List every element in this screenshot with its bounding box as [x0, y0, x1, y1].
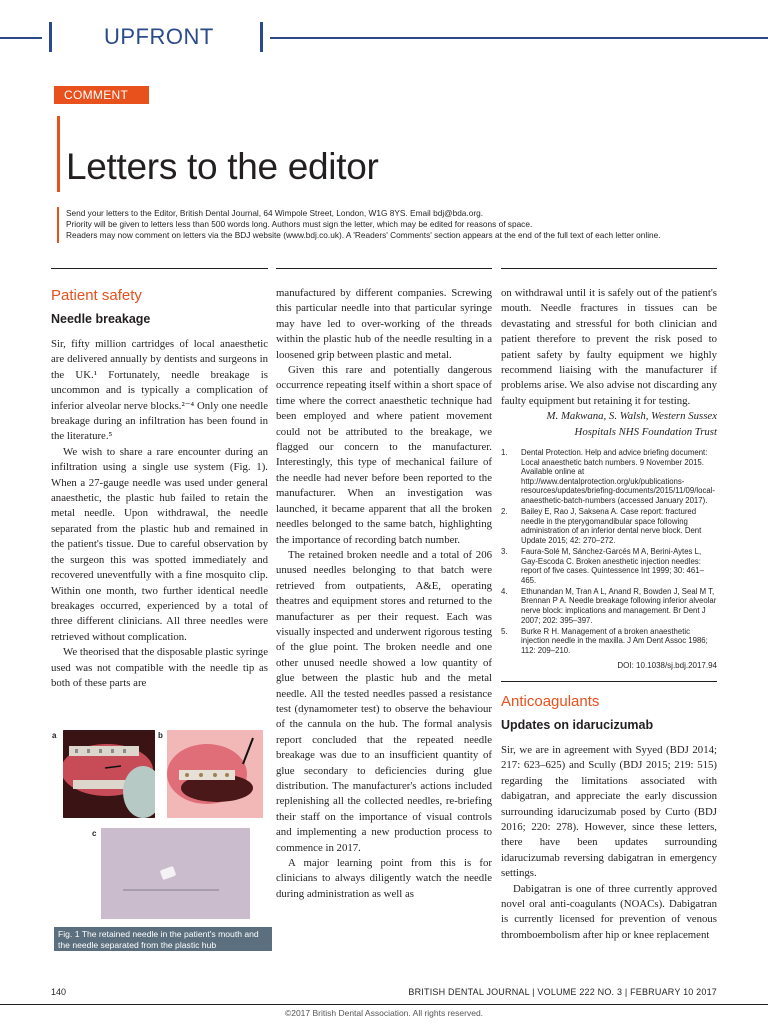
paragraph: A major learning point from this is for clinicians to always diligently watch the needle during administration as well as	[276, 857, 492, 900]
intro-accent-bar	[57, 207, 59, 243]
figure-label-c: c	[92, 829, 97, 838]
reference-item: 5. Burke R H. Management of a broken anaesthetic injection needle in the maxilla. J Am Dent Assoc 1986; 112: 209–210.	[501, 626, 708, 655]
page-title: Letters to the editor	[66, 146, 379, 187]
signature-line: Hospitals NHS Foundation Trust	[574, 425, 717, 438]
header-rule-right	[270, 37, 768, 39]
reference-list	[501, 448, 717, 655]
reference-item: 2. Bailey E, Rao J, Saksena A. Case report: fractured needle in the pterygomandibular space following administration of an inferior dental nerve block. Dent Update 2015; 42: 270–272.	[501, 507, 702, 545]
section-title: UPFRONT	[104, 24, 214, 49]
paragraph: We theorised that the disposable plastic syringe used was not compatible with the needle tip as both of these parts are	[51, 646, 268, 689]
paragraph: The retained broken needle and a total of 206 unused needles belonging to that batch were retrieved from outpatients, A&E, operating theatres and equipment stores and returned to the manufacturer as per their request. Each was visually inspected and underwent rigorous testing of the glue point. The broken needle and one other unused needle showed a low quantity of glue between the plastic hub and the metal needle. All the tested needles passed a resistance test (dynamometer test) to observe the behaviour of the cannula on the hub. The formal analysis report concluded that the repeated needle breakage was due to an insufficient quantity of glue secondary to deficiencies during glue distribution. The manufacturer's actions included replenishing all the collected needles, re-briefing their staff on the importance of visual controls and implementing a new production process to commence in 2017.	[276, 548, 492, 854]
intro-line: Priority will be given to letters less than 500 words long. Authors must sign the letter, which may be edited for reasons of space.	[66, 219, 533, 229]
header-rule-left	[0, 37, 42, 39]
copyright: ©2017 British Dental Association. All rights reserved.	[284, 1008, 484, 1018]
intro-text	[66, 208, 706, 241]
paragraph: Given this rare and potentially dangerous occurrence repeating itself within a short space of time where the correct anaesthetic technique had been employed and where patient movement could not be attributed to the breakage, we flagged our concern to the manufacturer. Interestingly, this type of mechanical failure of the needle had never before been reported to the manufacturer. When an investigation was launched, it became apparent that all the broken needles belonged to the same batch, highlighting the importance of recording batch number.	[276, 364, 492, 546]
letter-heading: Updates on idarucizumab	[501, 717, 654, 732]
reference-item: 1. Dental Protection. Help and advice briefing document: Local anaesthetic batch numbers. 9 November 2015. Available online at http://www.dentalprotection.org/uk/publications-resources/updates/briefing-documents/2015/11/09/local-anaesthetic-batch-numbers (accessed January 2017).	[501, 448, 716, 506]
column-2	[276, 286, 492, 902]
figure-photo-a	[63, 730, 155, 818]
column-rule-1	[51, 268, 268, 269]
figure-caption: Fig. 1 The retained needle in the patient's mouth and the needle separated from the plastic hub	[54, 927, 272, 951]
figure-label-a: a	[52, 731, 57, 740]
section-heading: Patient safety	[51, 287, 142, 304]
title-accent-bar	[57, 116, 60, 192]
paragraph: Dabigatran is one of three currently approved novel oral anti-coagulants (NOACs). Dabigatran is currently licensed for prevention of venous thromboembolism after hip or knee replacement	[501, 882, 717, 941]
section-heading: Anticoagulants	[501, 692, 600, 710]
intro-line: Readers may now comment on letters via the BDJ website (www.bdj.co.uk). A 'Readers' Comments' section appears at the end of the full text of each letter online.	[66, 230, 661, 240]
figure-photo-c	[101, 828, 250, 919]
paragraph: We wish to share a rare encounter during an infiltration using a single use system (Fig. 1). When a 27-gauge needle was used under general anaesthetic, the plastic hub failed to retain the metal needle. Upon withdrawal, the needle separated from the plastic hub and remained in the patient's tissue. Due to careful observation by the surgeon this was spotted immediately and recovered uneventfully with a fine mosquito clip. Within one month, two further identical needle breakages occurred, experienced by a total of three different clinicians. All three needles were retrieved without complication.	[51, 445, 268, 643]
journal-info: BRITISH DENTAL JOURNAL | VOLUME 222 NO. 3 | FEBRUARY 10 2017	[408, 987, 717, 997]
intro-line: Send your letters to the Editor, British Dental Journal, 64 Wimpole Street, London, W1G 8YS. Email bdj@bda.org.	[66, 208, 484, 218]
section-rule	[501, 681, 717, 682]
column-1	[51, 286, 268, 691]
reference-item: 3. Faura-Solé M, Sánchez-Garcés M A, Berini-Aytes L, Gay-Escoda C. Broken anesthetic injection needles: report of five cases. Quintessence Int 1999; 30: 461–465.	[501, 547, 704, 585]
header-bar-left	[49, 22, 52, 52]
signature-line: M. Makwana, S. Walsh, Western Sussex	[546, 410, 717, 423]
figure-label-b: b	[158, 731, 163, 740]
paragraph: Sir, we are in agreement with Syyed (BDJ 2014; 217: 623–625) and Scully (BDJ 2015; 219: 515) regarding the limitations associated with dabigatran, and appreciate the early discussion surrounding idarucizumab posed by Curto (BDJ 2016; 220: 278). However, since these letters, there have been updates surrounding idarucizumab reversing dabigatran in emergency settings.	[501, 743, 717, 880]
header-bar-right	[260, 22, 263, 52]
mouth-photo-a	[63, 730, 155, 818]
mouth-photo-b	[167, 730, 263, 818]
needle-photo-c	[101, 828, 250, 919]
paragraph: manufactured by different companies. Screwing this particular needle into that particular syringe may have led to over-working of the threads within the plastic hub of the needle resulting in a loosened grip between plastic and metal.	[276, 287, 492, 361]
figure-photo-b	[167, 730, 263, 818]
column-rule-2	[276, 268, 492, 269]
footer-rule	[0, 1004, 768, 1005]
category-label: COMMENT	[54, 86, 149, 104]
paragraph: on withdrawal until it is safely out of the patient's mouth. Needle fractures in tissues can be devastating and stressful for both clinician and patient therefore to prevent the risk posed to patient safety by faulty equipment we highly recommend liaising with the manufacturer if problems arise. We also advise not discarding any faulty equipment but retaining it for testing.	[501, 287, 717, 407]
column-3	[501, 286, 717, 943]
doi: DOI: 10.1038/sj.bdj.2017.94	[617, 660, 717, 670]
page-number: 140	[51, 987, 67, 997]
letter-heading: Needle breakage	[51, 312, 151, 326]
reference-item: 4. Ethunandan M, Tran A L, Anand R, Bowden J, Seal M T, Brennan P A. Needle breakage following inferior alveolar nerve block: implications and management. Br Dent J 2007; 202: 395–397.	[501, 586, 717, 625]
paragraph: Sir, fifty million cartridges of local anaesthetic are delivered annually by dentists and surgeons in the UK.¹ Fortunately, needle breakage is uncommon and is typically a complication of inferior alveolar nerve blocks.²⁻⁴ Only one needle breakage during an infiltration has been found in the literature.⁵	[51, 338, 268, 443]
column-rule-3	[501, 268, 717, 269]
